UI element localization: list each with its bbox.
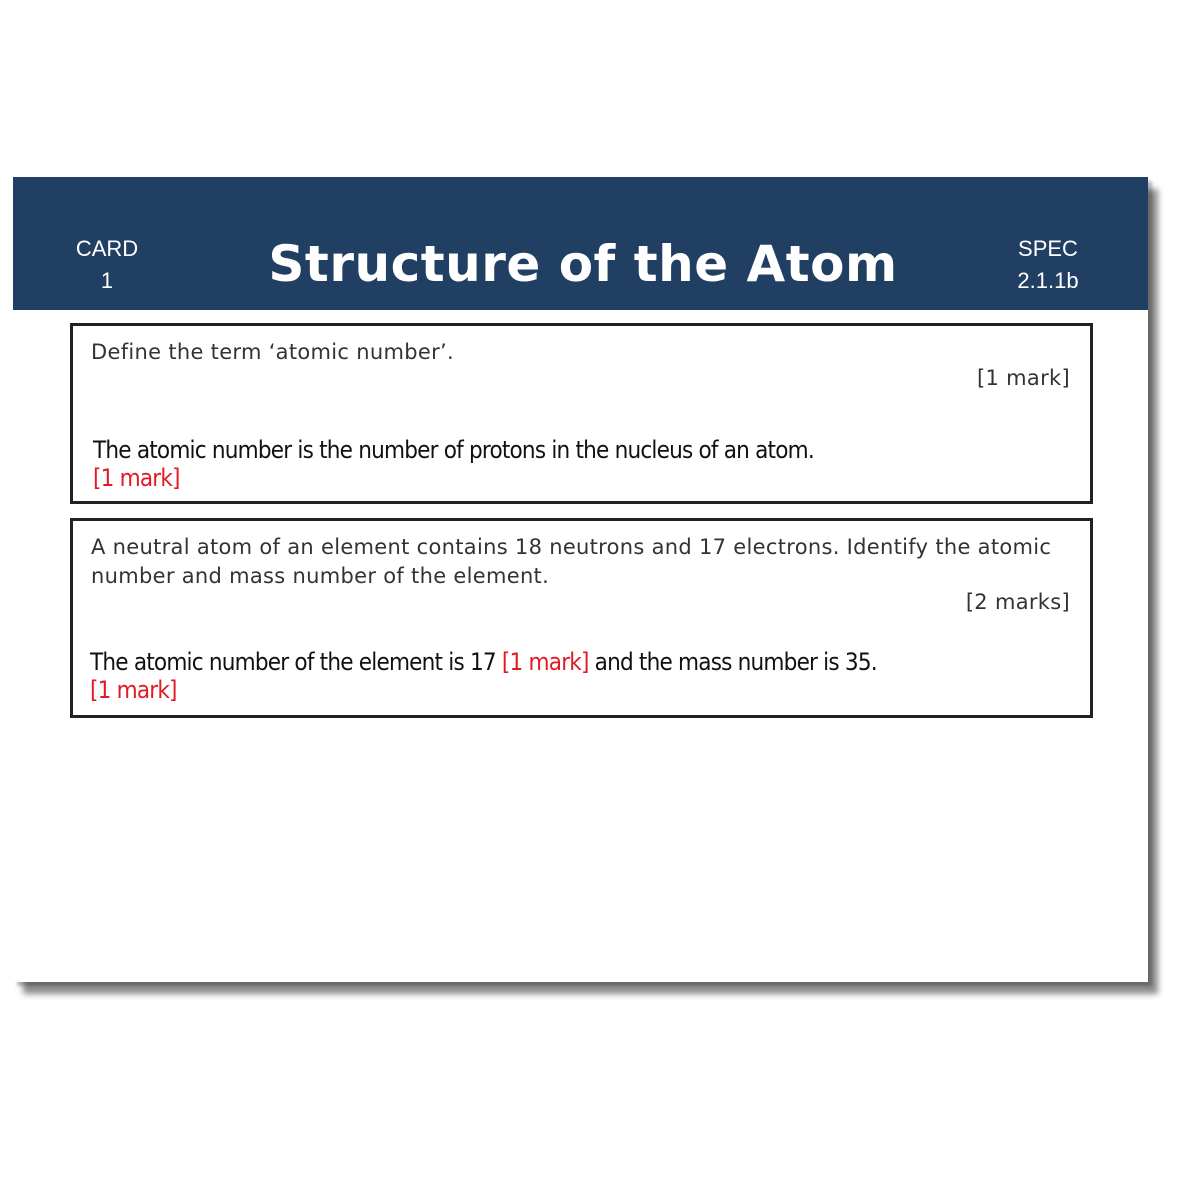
question-text: Define the term ‘atomic number’. (91, 340, 454, 364)
question-text: A neutral atom of an element contains 18 neutrons and 17 electrons. Identify the atomic number and mass number of the element. (91, 535, 1052, 588)
question-box-2 (70, 518, 1093, 718)
card-header (13, 177, 1148, 310)
answer-text (90, 648, 1070, 704)
spec-label: SPEC (1018, 236, 1078, 261)
answer-body-part2: and the mass number is 35. (588, 648, 877, 676)
card-title: Structure of the Atom (268, 235, 898, 293)
answer-text (93, 436, 1053, 492)
answer-body-part1: The atomic number of the element is 17 (90, 648, 502, 676)
spec-code: 2.1.1b (1017, 268, 1079, 293)
card-label: CARD (75, 236, 139, 261)
answer-mark-1: [1 mark] (501, 648, 589, 676)
card-number-block (63, 233, 151, 297)
card-number: 1 (100, 268, 114, 293)
question-box-1 (70, 323, 1093, 504)
flashcard (13, 177, 1148, 982)
question-marks: [1 mark] (977, 366, 1070, 390)
question-marks: [2 marks] (965, 590, 1070, 614)
answer-mark: [1 mark] (93, 464, 180, 492)
spec-block (1003, 233, 1093, 297)
answer-mark-2: [1 mark] (90, 676, 177, 704)
answer-body: The atomic number is the number of protons in the nucleus of an atom. (93, 436, 814, 464)
